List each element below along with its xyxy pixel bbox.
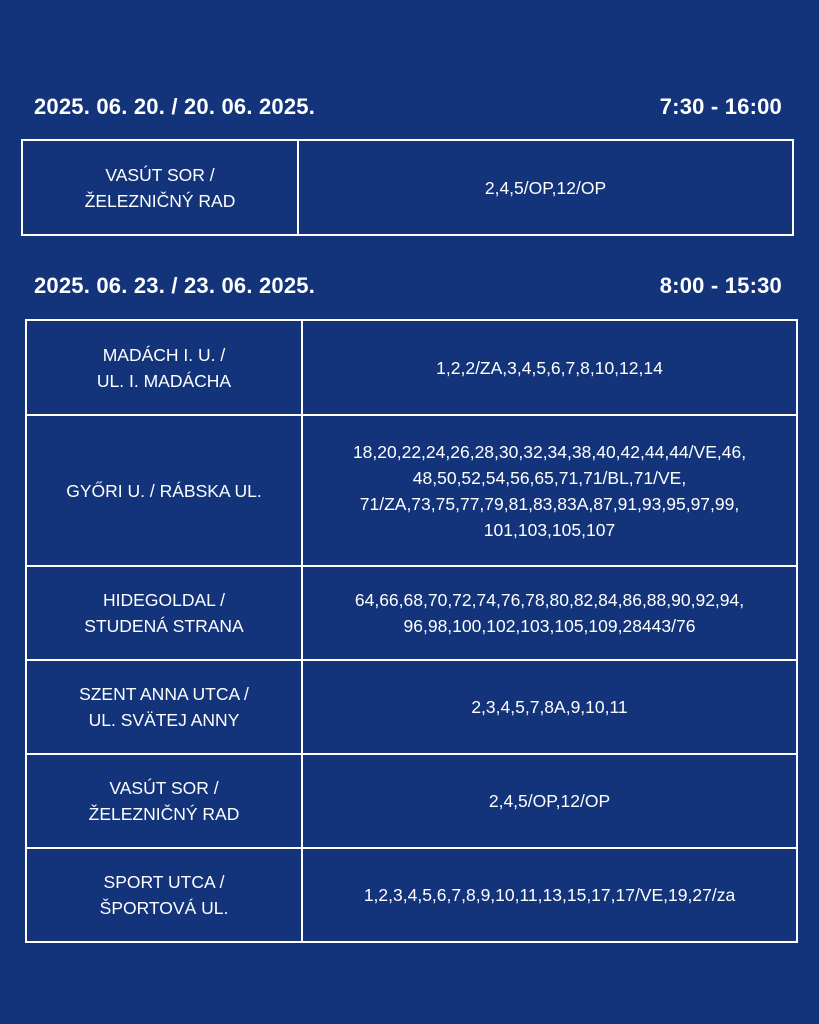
table-row <box>26 415 797 566</box>
street-cell <box>26 660 302 754</box>
street-name-sk: UL. I. MADÁCHA <box>96 370 232 391</box>
street-name-sk: STUDENÁ STRANA <box>84 616 244 636</box>
street-cell <box>22 140 298 235</box>
house-numbers: 18,20,22,24,26,28,30,32,34,38,40,42,44,44/VE,46, 48,50,52,54,56,65,71,71/BL,71/VE, 71/ZA,73,75,77,79,81,83,83A,87,91,93,95,97,99, 101,103,105,107 <box>352 441 747 540</box>
house-numbers-cell <box>302 660 797 754</box>
house-numbers-cell <box>302 848 797 942</box>
section-1-date: 2025. 06. 20. / 20. 06. 2025. <box>34 94 316 119</box>
street-name-sk: ŠPORTOVÁ UL. <box>99 898 229 918</box>
street-cell <box>26 320 302 415</box>
street-name-hu: GYŐRI U. / RÁBSKA UL. <box>66 480 262 501</box>
table-row <box>26 848 797 942</box>
street-name-sk: ŽELEZNIČNÝ RAD <box>88 804 240 824</box>
table-row <box>26 320 797 415</box>
house-numbers: 1,2,2/ZA,3,4,5,6,7,8,10,12,14 <box>436 357 663 378</box>
street-name-hu: SPORT UTCA / <box>103 872 225 892</box>
street-name-hu: VASÚT SOR / <box>105 164 215 185</box>
street-name-hu: MADÁCH I. U. / <box>102 344 226 365</box>
section-1-time: 7:30 - 16:00 <box>659 94 782 119</box>
house-numbers-cell <box>302 566 797 660</box>
table-row <box>22 140 793 235</box>
house-numbers: 2,3,4,5,7,8A,9,10,11 <box>471 697 628 717</box>
house-numbers-cell <box>302 754 797 848</box>
street-name-hu: HIDEGOLDAL / <box>103 590 225 610</box>
street-cell <box>26 754 302 848</box>
house-numbers-cell <box>302 320 797 415</box>
street-cell <box>26 415 302 566</box>
house-numbers: 64,66,68,70,72,74,76,78,80,82,84,86,88,90,92,94, 96,98,100,102,103,105,109,28443/76 <box>354 590 745 636</box>
street-cell <box>26 848 302 942</box>
street-name-hu: VASÚT SOR / <box>109 778 219 798</box>
street-name-hu: SZENT ANNA UTCA / <box>79 684 249 704</box>
street-cell <box>26 566 302 660</box>
section-2-date: 2025. 06. 23. / 23. 06. 2025. <box>34 273 316 298</box>
section-2-table <box>25 319 798 943</box>
table-row <box>26 566 797 660</box>
street-name-sk: UL. SVÄTEJ ANNY <box>88 710 240 730</box>
house-numbers-cell <box>302 415 797 566</box>
house-numbers-cell <box>298 140 793 235</box>
table-row <box>26 754 797 848</box>
street-name-sk: ŽELEZNIČNÝ RAD <box>84 190 236 211</box>
section-1-table <box>21 139 794 236</box>
house-numbers: 1,2,3,4,5,6,7,8,9,10,11,13,15,17,17/VE,19,27/za <box>363 885 736 905</box>
house-numbers: 2,4,5/OP,12/OP <box>488 791 611 811</box>
table-row <box>26 660 797 754</box>
house-numbers: 2,4,5/OP,12/OP <box>484 177 607 198</box>
section-2-time: 8:00 - 15:30 <box>659 273 782 298</box>
